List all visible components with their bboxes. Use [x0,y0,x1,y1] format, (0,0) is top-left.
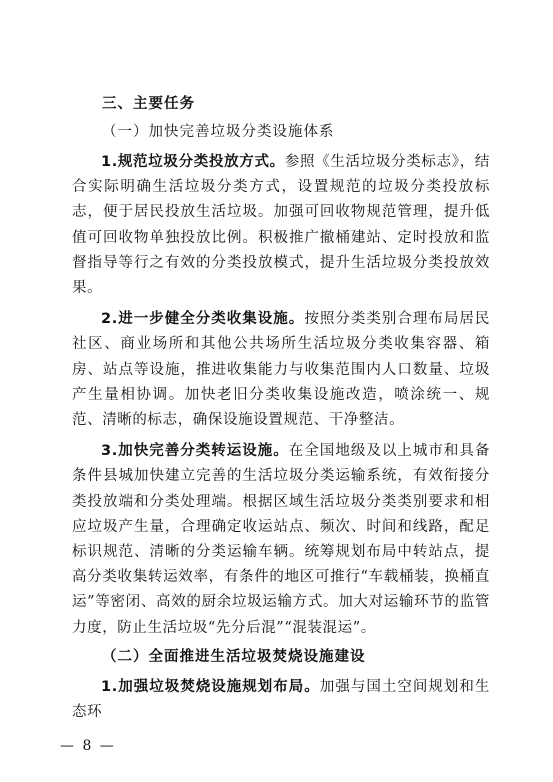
subsection-heading-1: （一）加快完善垃圾分类设施体系 [102,124,335,140]
paragraph-2-lead: 2.进一步健全分类收集设施。 [101,311,305,328]
paragraph-2-body: 按照分类类别合理布局居民社区、商业场所和其他公共场所生活垃圾分类收集容器、箱房、站点等设施，推进收集能力与收集范围内人口数量、垃圾产生量相协调。加快老旧分类收集设施改造，喷涂统一、规范、清晰的标志，确保设施设置规范、干净整洁。 [72,311,491,429]
paragraph-3 [72,439,490,641]
paragraph-4-lead: 1.加强垃圾焚烧设施规划布局。 [101,678,320,695]
document-body [72,94,490,731]
paragraph-1-body: 参照《生活垃圾分类标志》，结合实际明确生活垃圾分类方式，设置规范的垃圾分类投放标志，便于居民投放生活垃圾。加强可回收物规范管理，提升低值可回收物单独投放比例。积极推广撤桶建站、定时投放和监督指导等行之有效的分类投放模式，提升生活垃圾分类投放效果。 [72,154,490,297]
paragraph-1-lead: 1.规范垃圾分类投放方式。 [101,154,285,170]
paragraph-4 [72,675,490,725]
paragraph-2 [72,307,490,433]
page-number: — 8 — [60,738,116,754]
paragraph-3-body: 在全国地级及以上城市和具备条件县城加快建立完善的生活垃圾分类运输系统，有效衔接分类投放端和分类处理端。根据区域生活垃圾分类类别要求和相应垃圾产生量，合理确定收运站点、频次、时间和线路，配足标识规范、清晰的分类运输车辆。统筹规划布局中转站点，提高分类收集转运效率，有条件的地区可推行“车载桶装，换桶直运”等密闭、高效的厨余垃圾运输方式。加大对运输环节的监管力度，防止生活垃圾“先分后混”“混装混运”。 [72,443,490,636]
paragraph-3-lead: 3.加快完善分类转运设施。 [101,443,289,460]
section-heading: 三、主要任务 [102,96,195,112]
paragraph-4-body: 加强与国土空间规划和生态环 [72,678,490,721]
subsection-heading-2: （二）全面推进生活垃圾焚烧设施建设 [102,648,366,665]
paragraph-1 [72,150,490,301]
